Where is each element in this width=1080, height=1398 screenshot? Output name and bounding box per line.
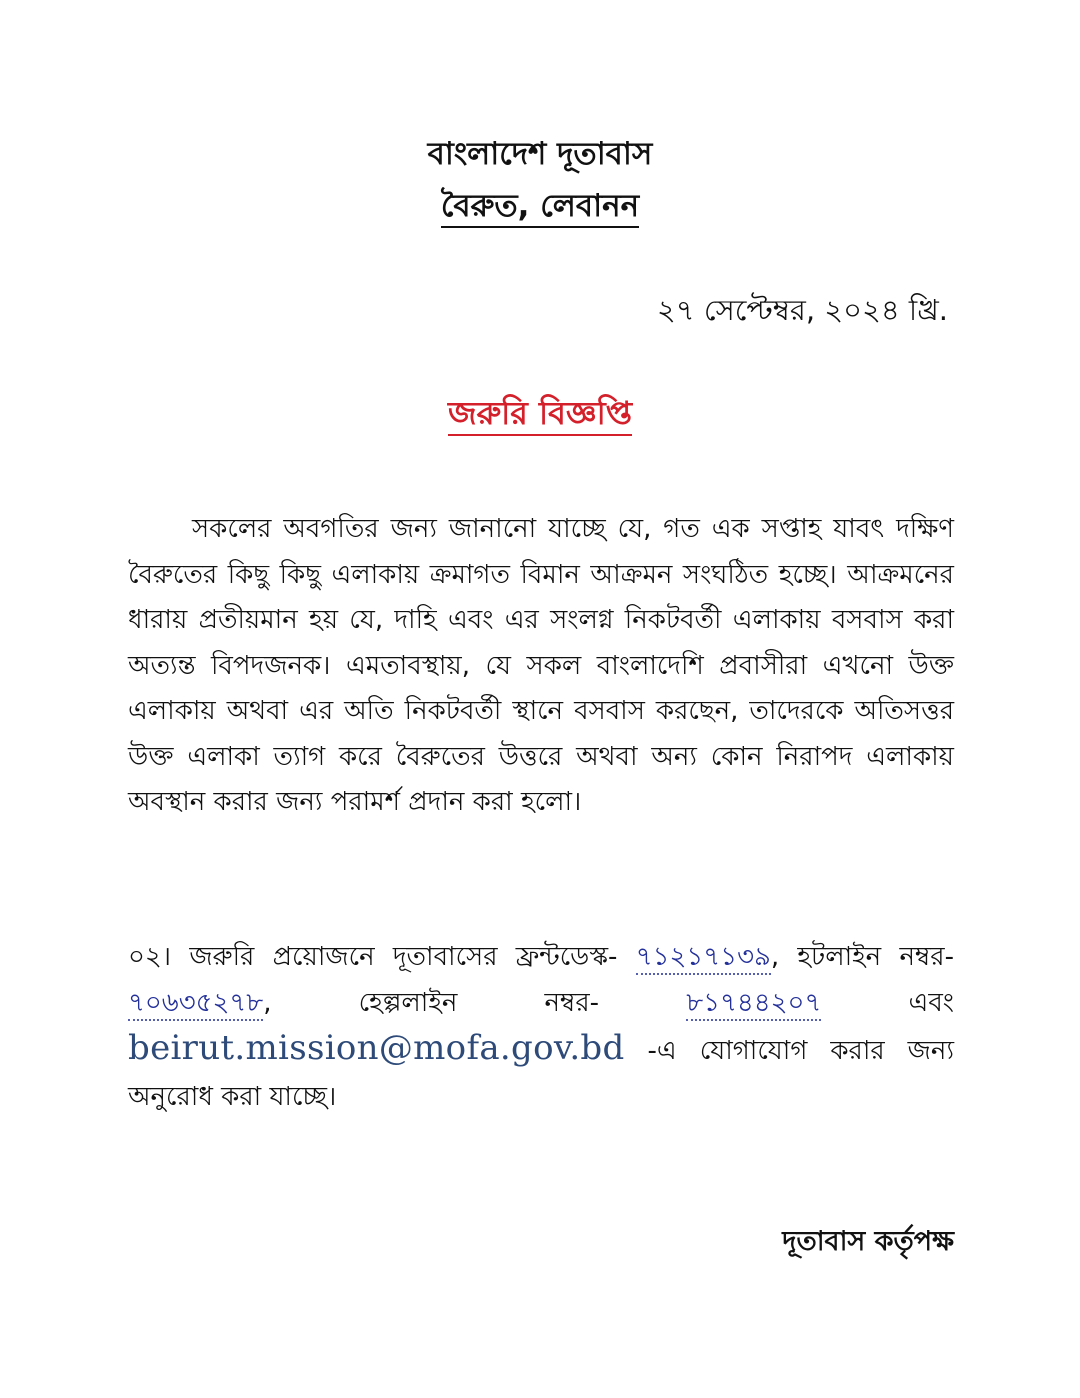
- helpline-label: , হেল্পলাইন নম্বর-: [263, 987, 687, 1018]
- and-label: এবং: [821, 987, 954, 1018]
- signature: দূতাবাস কর্তৃপক্ষ: [782, 1226, 954, 1257]
- letterhead: [0, 128, 1080, 232]
- location-text: বৈরুত, লেবানন: [441, 188, 639, 228]
- contacts-intro: ০২। জরুরি প্রয়োজনে দূতাবাসের ফ্রন্টডেস্ক-: [128, 942, 636, 972]
- frontdesk-phone-link[interactable]: ৭১২১৭১৩৯: [636, 942, 771, 975]
- notice-date: ২৭ সেপ্টেম্বর, ২০২৪ খ্রি.: [656, 293, 948, 327]
- paragraph-advisory: সকলের অবগতির জন্য জানানো যাচ্ছে যে, গত এক সপ্তাহ যাবৎ দক্ষিণ বৈরুতের কিছু কিছু এলাকায় ক্রমাগত বিমান আক্রমন সংঘঠিত হচ্ছে। আক্রমনের ধারায় প্রতীয়মান হয় যে, দাহি এবং এর সংলগ্ন নিকটবর্তী এলাকায় বসবাস করা অত্যন্ত বিপদজনক। এমতাবস্থায়, যে সকল বাংলাদেশি প্রবাসীরা এখনো উক্ত এলাকায় অথবা এর অতি নিকটবর্তী স্থানে বসবাস করছেন, তাদেরকে অতিসত্তর উক্ত এলাকা ত্যাগ করে বৈরুতের উত্তরে অথবা অন্য কোন নিরাপদ এলাকায় অবস্থান করার জন্য পরামর্শ প্রদান করা হলো।: [128, 514, 954, 817]
- hotline-label: , হটলাইন নম্বর-: [770, 942, 954, 972]
- organization-name: বাংলাদেশ দূতাবাস: [427, 136, 653, 172]
- helpline-phone-link[interactable]: ৮১৭৪৪২০৭: [686, 988, 821, 1021]
- email-link[interactable]: beirut.mission@mofa.gov.bd: [128, 1028, 625, 1068]
- contacts-closing: -এ যোগাযোগ করার জন্য অনুরোধ করা যাচ্ছে।: [128, 1036, 954, 1112]
- paragraph-contacts: [128, 935, 954, 1120]
- location-line: [0, 180, 1080, 232]
- hotline-phone-link[interactable]: ৭০৬৩৫২৭৮: [128, 988, 263, 1021]
- notice-title-text: জরুরি বিজ্ঞপ্তি: [448, 394, 632, 436]
- notice-title: [0, 388, 1080, 438]
